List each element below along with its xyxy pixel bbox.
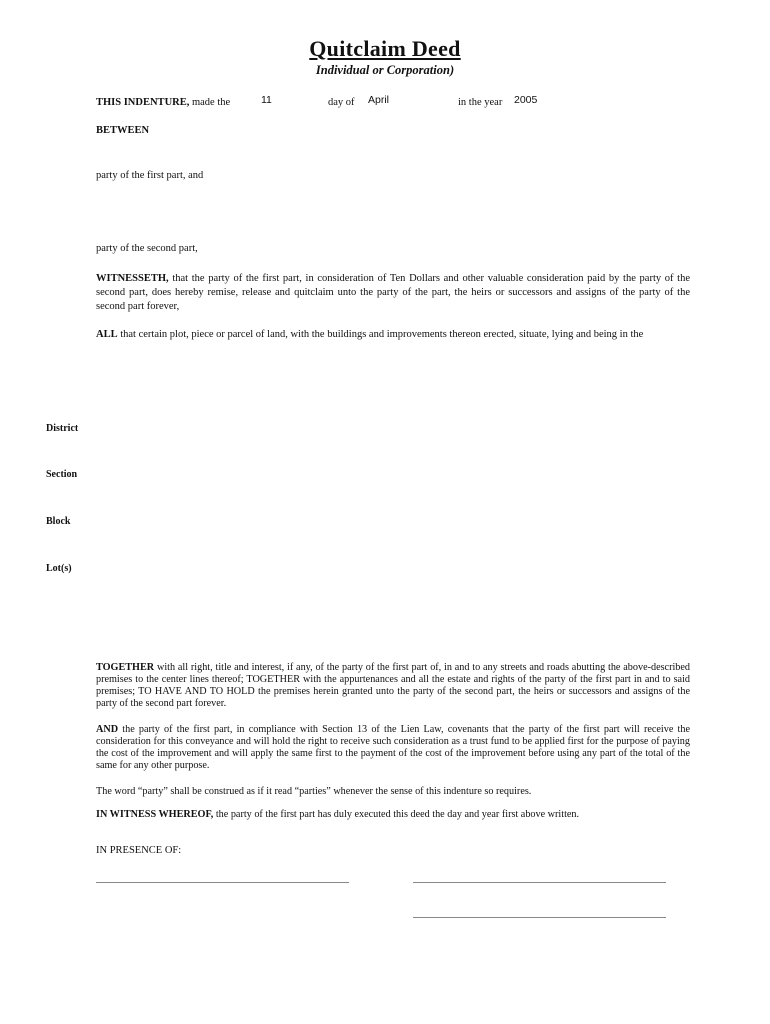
witnesseth-lead: WITNESSETH, (96, 273, 169, 284)
all-clause-paragraph (96, 328, 690, 342)
day-field[interactable]: 11 (261, 94, 272, 106)
and-lead: AND (96, 724, 119, 735)
all-lead: ALL (96, 329, 118, 340)
year-field[interactable]: 2005 (514, 94, 538, 106)
block-label: Block (46, 516, 71, 527)
grantor-signature-line[interactable] (413, 882, 666, 883)
party-word-paragraph: The word “party” shall be construed as if it read “parties” whenever the sense of this indenture so requires. (96, 786, 532, 797)
grantor-signature-line-2[interactable] (413, 917, 666, 918)
together-lead: TOGETHER (96, 662, 155, 673)
and-paragraph (96, 724, 690, 772)
document-title: Quitclaim Deed (309, 36, 461, 61)
day-of-label: day of (328, 97, 355, 108)
in-presence-label: IN PRESENCE OF: (96, 845, 182, 856)
and-text: the party of the first part, in compliance with Section 13 of the Lien Law, covenants that the party of the first part will receive the consideration for this conveyance and will hold the right to receive such consideration as a trust fund to be applied first for the purpose of paying the cost of the improvement and will apply the same first to the payment of the cost of the improvement before using any part of the total of the same for any other purpose. (96, 724, 690, 771)
together-paragraph (96, 662, 690, 710)
witness-whereof-lead: IN WITNESS WHEREOF, (96, 809, 214, 820)
indenture-lead: THIS INDENTURE, (96, 97, 190, 108)
section-label: Section (46, 469, 78, 480)
second-party-label: party of the second part, (96, 243, 198, 254)
witness-signature-line[interactable] (96, 882, 349, 883)
witness-whereof-text: the party of the first part has duly executed this deed the day and year first above written. (215, 809, 580, 820)
document-subtitle: Individual or Corporation) (315, 63, 455, 77)
district-label: District (46, 423, 79, 434)
made-the-label: made the (191, 97, 231, 108)
together-text: with all right, title and interest, if any, of the party of the first part of, in and to any streets and roads abutting the above-described premises to the center lines thereof; TOGETHER with the appurtenances and all the estate and rights of the party of the first part in and to said premises; TO HAVE AND TO HOLD the premises herein granted unto the party of the second part, the heirs or successors and assigns of the party of the second part forever. (96, 662, 691, 709)
all-text: that certain plot, piece or parcel of land, with the buildings and improvements thereon erected, situate, lying and being in the (120, 329, 644, 340)
witness-whereof-paragraph (96, 809, 690, 821)
indenture-line (96, 97, 230, 108)
in-the-year-label: in the year (458, 97, 503, 108)
first-party-label: party of the first part, and (96, 170, 204, 181)
witnesseth-text: that the party of the first part, in consideration of Ten Dollars and other valuable consideration paid by the party of the second part, does hereby remise, release and quitclaim unto the party of the part, the heirs or successors and assigns of the party of the second part forever, (96, 273, 691, 312)
lots-label: Lot(s) (46, 563, 72, 574)
witnesseth-paragraph (96, 272, 690, 314)
month-field[interactable]: April (368, 94, 390, 106)
between-label: BETWEEN (96, 125, 150, 136)
